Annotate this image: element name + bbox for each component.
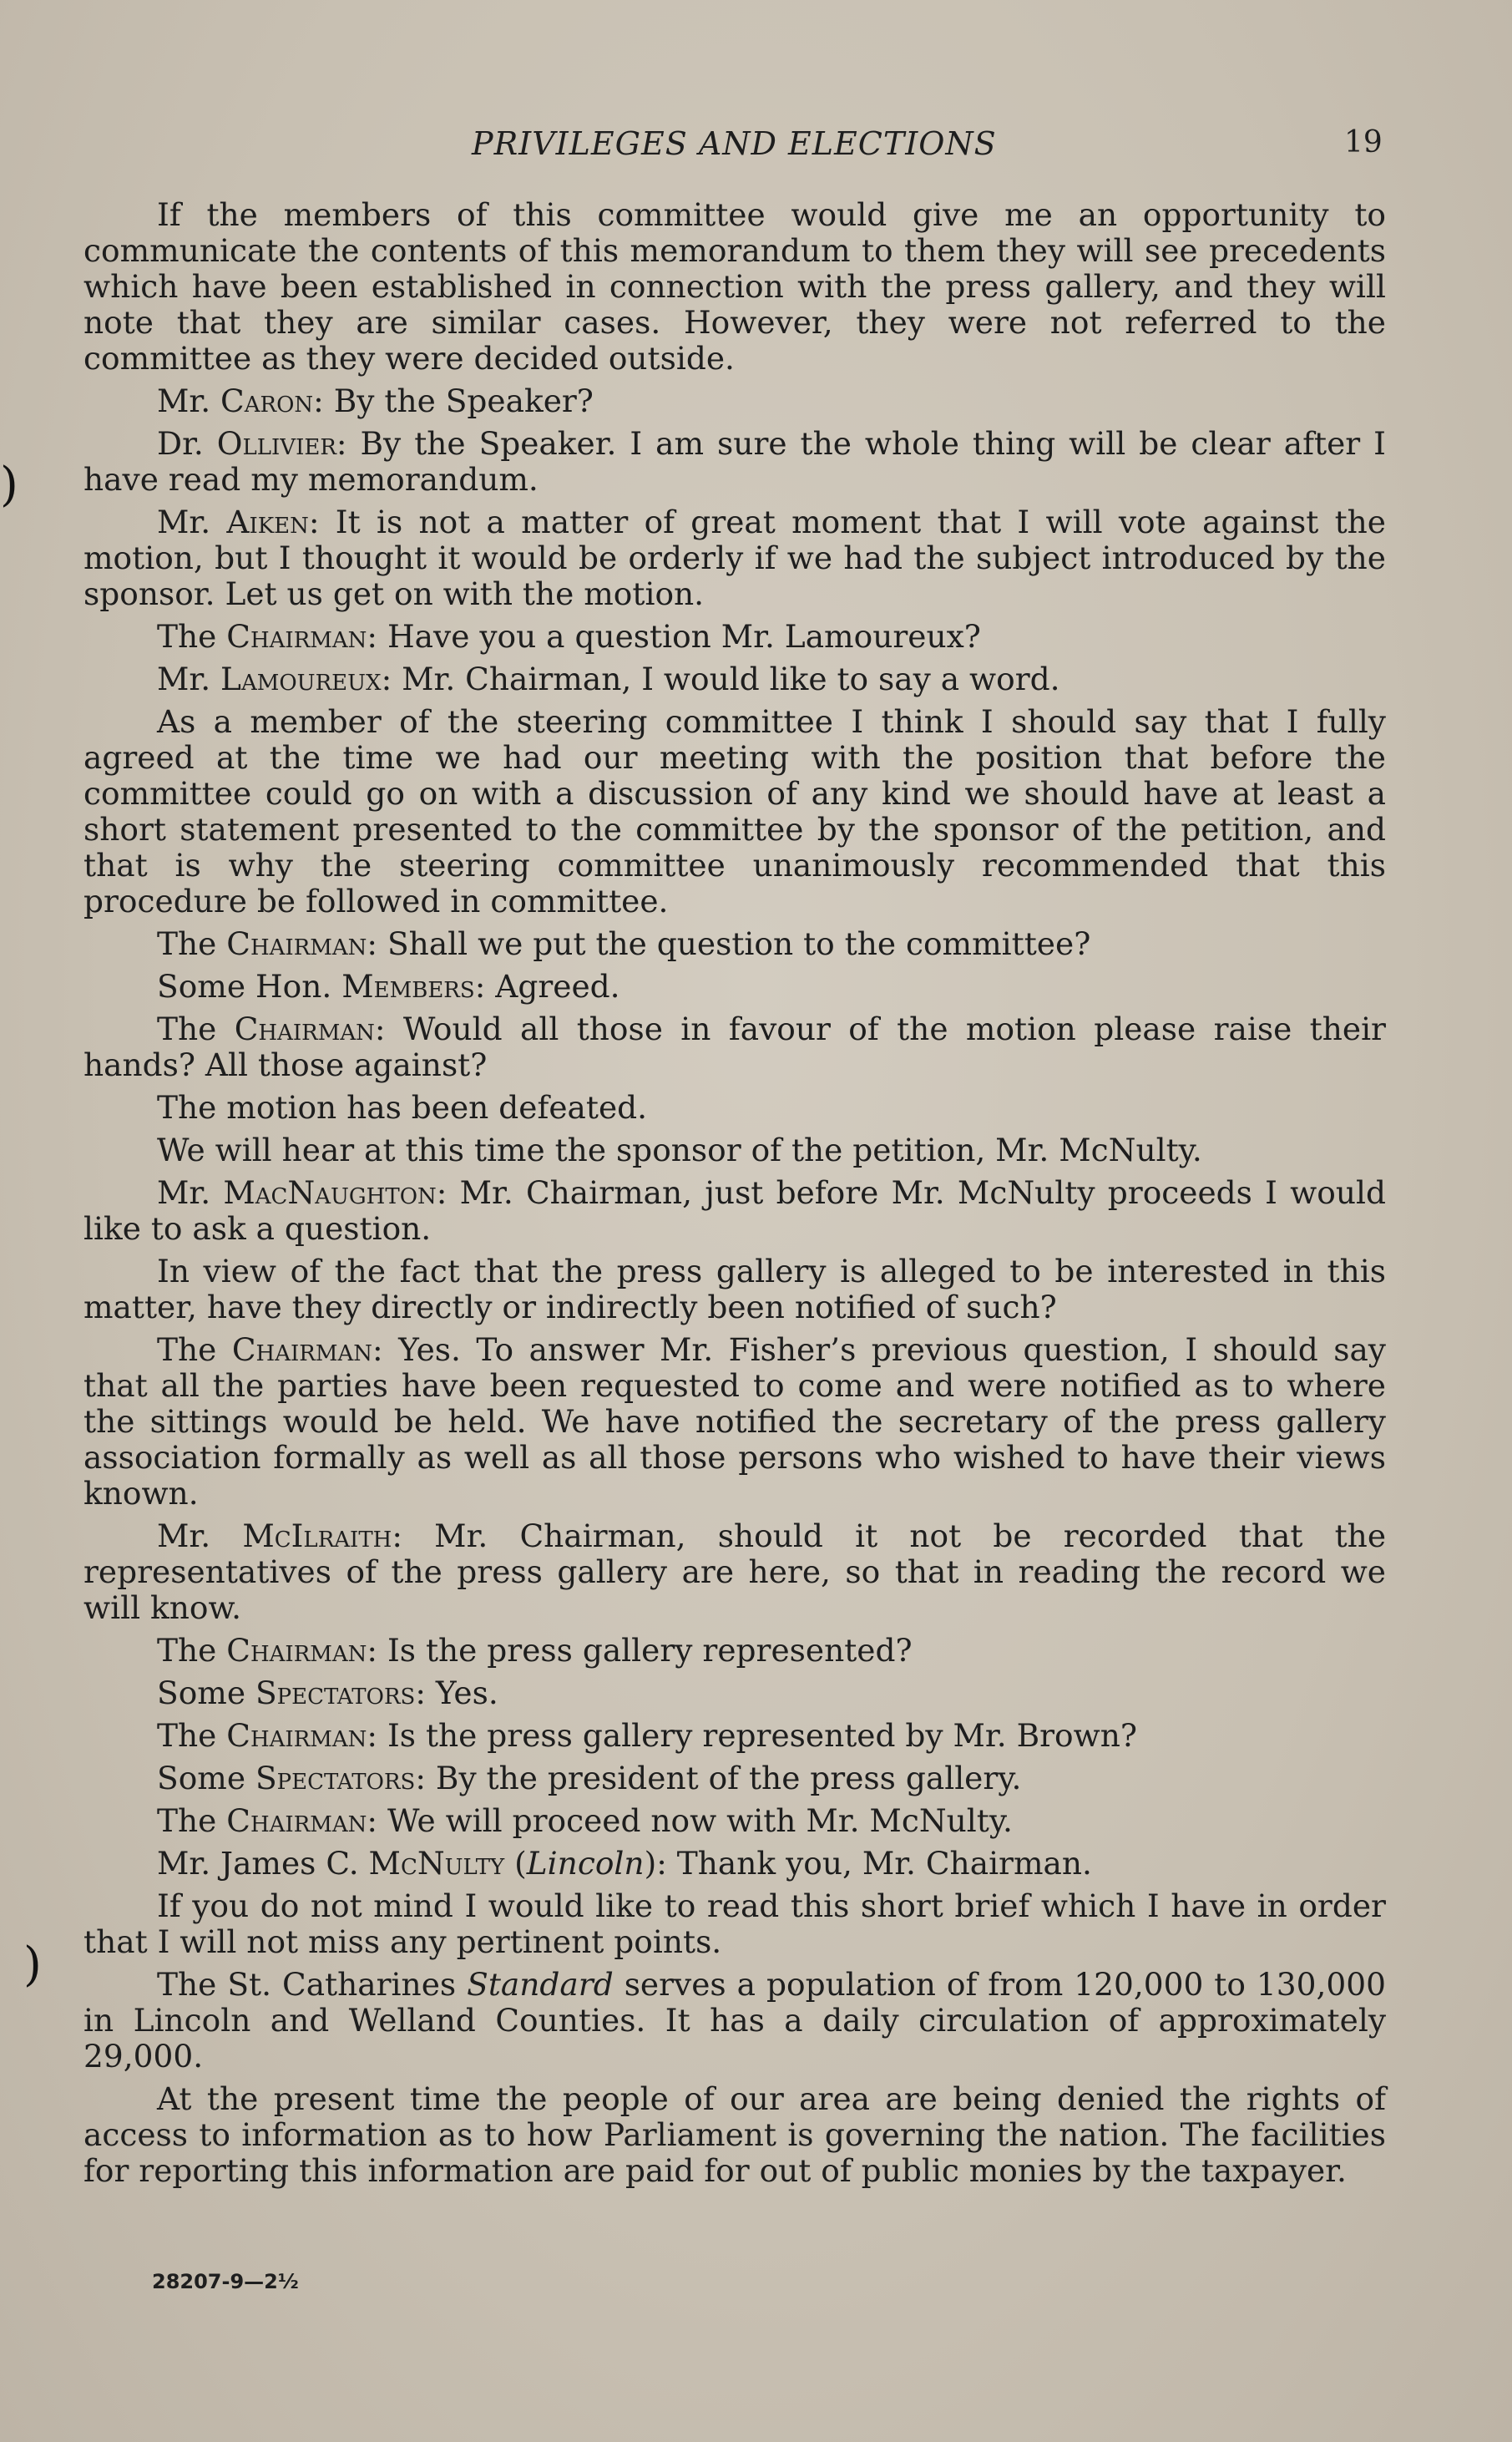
speaker-name: Chairman [231, 1331, 372, 1368]
paragraph: Some Spectators: By the president of the press gallery. [157, 1760, 1022, 1796]
speaker-name: Ollivier [216, 425, 336, 462]
margin-mark-upper: ) [0, 458, 18, 512]
paragraph: The Chairman: Have you a question Mr. Lamoureux? [157, 618, 981, 655]
speaker-name: Chairman [226, 1632, 367, 1669]
paragraph: Some Spectators: Yes. [157, 1674, 498, 1711]
paragraph: The Chairman: Shall we put the question to the committee? [157, 925, 1091, 962]
paragraph: Some Hon. Members: Agreed. [157, 968, 620, 1005]
speaker-name: Caron [220, 383, 314, 419]
paragraph: The Chairman: Yes. To answer Mr. Fisher’s previous question, I should say that all the parties have been requested to come and were notified as to where the sittings would be held. We have notified the secretary of the press gallery association formally as well as all those persons who wished to have their views known. [83, 1331, 1386, 1512]
paragraph: As a member of the steering committee I think I should say that I fully agreed at the time we had our meeting with the position that before the committee could go on with a discussion of any kind we should have at least a short statement presented to the committee by the sponsor of the petition, and that is why the steering committee unanimously recommended that this procedure be followed in committee. [83, 703, 1386, 920]
speaker-name: McIlraith [242, 1517, 392, 1554]
paragraph: Dr. Ollivier: By the Speaker. I am sure the whole thing will be clear after I have read my memorandum. [83, 425, 1386, 498]
speaker-name: Spectators [255, 1674, 416, 1711]
paragraph: We will hear at this time the sponsor of the petition, Mr. McNulty. [157, 1132, 1202, 1168]
speaker-name: Lamoureux [220, 661, 382, 697]
paragraph: The Chairman: Is the press gallery represented? [157, 1632, 913, 1669]
paragraph: Mr. MacNaughton: Mr. Chairman, just before Mr. McNulty proceeds I would like to ask a question. [83, 1174, 1386, 1247]
speaker-name: Aiken [226, 504, 309, 540]
page-header [0, 125, 1512, 175]
speaker-name: Members [341, 968, 475, 1005]
running-title: PRIVILEGES AND ELECTIONS [472, 125, 997, 162]
speaker-name: McNulty [368, 1845, 505, 1882]
paragraph: If you do not mind I would like to read this short brief which I have in order that I will not miss any pertinent points. [83, 1887, 1386, 1960]
speaker-name: Chairman [226, 1802, 367, 1839]
speaker-name: MacNaughton [223, 1174, 437, 1211]
speaker-name: Chairman [226, 618, 367, 655]
newspaper-title: Standard [467, 1966, 614, 2003]
document-body [83, 197, 1386, 2196]
speaker-name: Spectators [255, 1760, 416, 1796]
paragraph: The Chairman: Is the press gallery represented by Mr. Brown? [157, 1717, 1137, 1754]
paragraph: The motion has been defeated. [157, 1089, 648, 1126]
footer-code: 28207-9—2½ [152, 2270, 299, 2293]
paragraph: Mr. James C. McNulty (Lincoln): Thank you, Mr. Chairman. [157, 1845, 1092, 1882]
constituency: Lincoln [526, 1845, 645, 1882]
paragraph: At the present time the people of our area are being denied the rights of access to information as to how Parliament is governing the nation. The facilities for reporting this information are paid for out of public monies by the taxpayer. [83, 2080, 1386, 2189]
paragraph: Mr. McIlraith: Mr. Chairman, should it not be recorded that the representatives of the press gallery are here, so that in reading the record we will know. [83, 1517, 1387, 1626]
page-number: 19 [1344, 125, 1383, 160]
paragraph: Mr. Caron: By the Speaker? [157, 383, 594, 419]
paragraph: If the members of this committee would give me an opportunity to communicate the contents of this memorandum to them they will see precedents which have been established in connection with the press gallery, and they will note that they are similar cases. However, they were not referred to the committee as they were decided outside. [83, 196, 1386, 377]
paragraph: Mr. Lamoureux: Mr. Chairman, I would like to say a word. [157, 661, 1060, 697]
speaker-name: Chairman [234, 1011, 375, 1047]
speaker-name: Chairman [226, 1717, 367, 1754]
paragraph: Mr. Aiken: It is not a matter of great moment that I will vote against the motion, but I thought it would be orderly if we had the subject introduced by the sponsor. Let us get on with the motion. [83, 504, 1386, 612]
paragraph: The St. Catharines Standard serves a population of from 120,000 to 130,000 in Lincoln and Welland Counties. It has a daily circulation of approximately 29,000. [83, 1966, 1386, 2075]
paragraph: The Chairman: Would all those in favour of the motion please raise their hands? All those against? [83, 1011, 1386, 1083]
paragraph: The Chairman: We will proceed now with Mr. McNulty. [157, 1802, 1013, 1839]
speaker-name: Chairman [226, 925, 367, 962]
margin-mark-lower: ) [23, 1938, 42, 1992]
paragraph: In view of the fact that the press gallery is alleged to be interested in this matter, have they directly or indirectly been notified of such? [83, 1253, 1386, 1325]
